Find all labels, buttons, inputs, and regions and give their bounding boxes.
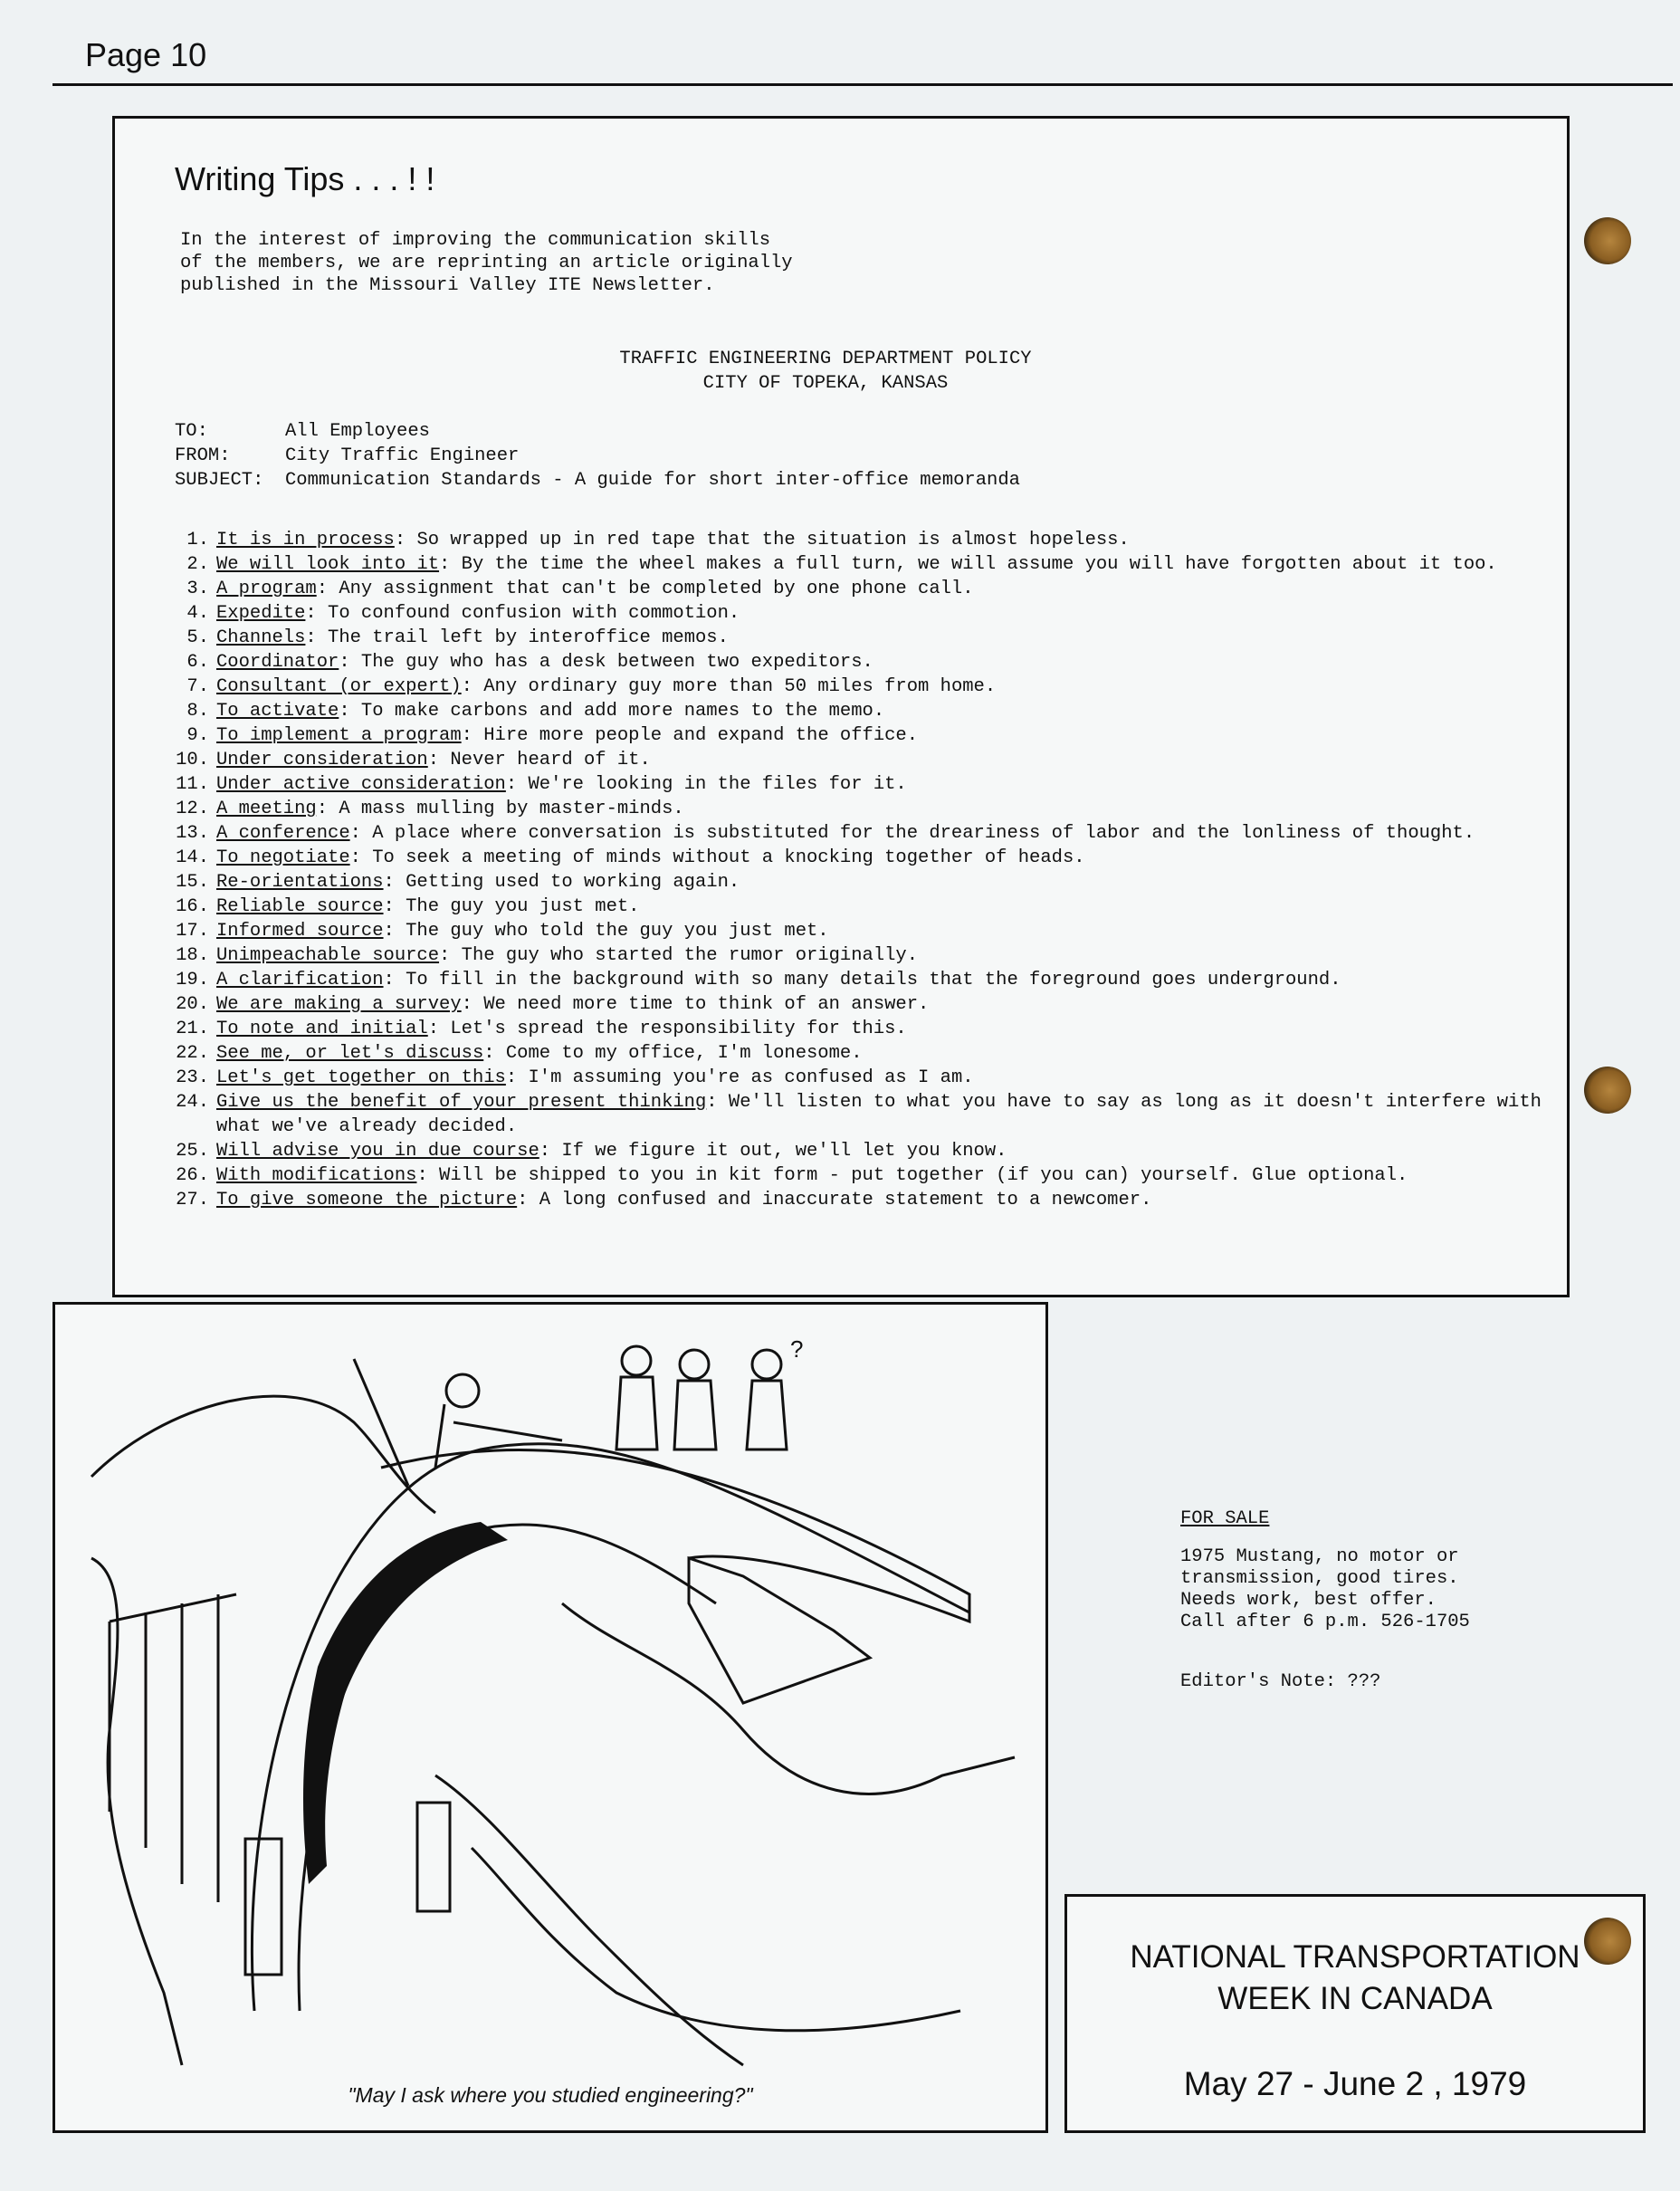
item-definition: : To make carbons and add more names to the memo. xyxy=(339,701,885,722)
arch-shadow xyxy=(303,1522,508,1884)
item-definition: : Let's spread the responsibility for this. xyxy=(427,1019,907,1039)
item-number: 10. xyxy=(176,750,209,770)
item-text xyxy=(216,699,1551,723)
item-term: Give us the benefit of your present thinking xyxy=(216,1092,707,1113)
item-text xyxy=(216,1017,1551,1041)
bridge-arch-outer xyxy=(252,1444,969,2011)
item-term: Channels xyxy=(216,627,306,648)
item-number: 20. xyxy=(176,994,209,1015)
man-3-head xyxy=(752,1350,781,1379)
definition-item xyxy=(175,577,1551,601)
item-text xyxy=(216,1163,1551,1188)
item-term: We are making a survey xyxy=(216,994,462,1015)
item-term: Let's get together on this xyxy=(216,1067,506,1088)
item-number: 6. xyxy=(186,652,209,673)
item-text xyxy=(216,968,1551,992)
cartoon-panel xyxy=(52,1302,1048,2133)
transportation-week-title xyxy=(1067,1937,1643,2020)
item-text xyxy=(216,943,1551,968)
item-term: It is in process xyxy=(216,530,395,550)
item-term: Under consideration xyxy=(216,750,428,770)
intro-paragraph: In the interest of improving the communication skills of the members, we are reprinting an article originally published in the Missouri Valley ITE Newsletter. xyxy=(180,230,793,296)
item-definition: : A place where conversation is substituted for the dreariness of labor and the lonliness of thought. xyxy=(349,823,1475,844)
editors-note: Editor's Note: ??? xyxy=(1180,1671,1381,1692)
definition-item xyxy=(175,797,1551,821)
definition-item xyxy=(175,772,1551,797)
item-term: Will advise you in due course xyxy=(216,1141,539,1162)
item-number: 7. xyxy=(186,676,209,697)
item-number: 16. xyxy=(176,896,209,917)
item-definition: : By the time the wheel makes a full turn, we will assume you will have forgotten about it too. xyxy=(439,554,1497,575)
viaduct xyxy=(110,1594,236,1902)
definition-item xyxy=(175,626,1551,650)
item-term: To activate xyxy=(216,701,339,722)
item-number: 18. xyxy=(176,945,209,966)
item-definition: : To seek a meeting of minds without a knocking together of heads. xyxy=(349,847,1085,868)
right-pillar xyxy=(417,1803,450,1911)
item-term: To give someone the picture xyxy=(216,1190,518,1210)
item-definition: : Getting used to working again. xyxy=(383,872,740,893)
item-text xyxy=(216,870,1551,895)
item-number: 8. xyxy=(186,701,209,722)
item-definition: : We'll listen to what you have to say as long as it doesn't interfere with what we've already decided. xyxy=(216,1092,1542,1137)
transportation-week-box xyxy=(1064,1894,1646,2133)
item-definition: : Any assignment that can't be completed by one phone call. xyxy=(316,579,974,599)
river xyxy=(472,1848,960,2031)
item-number: 2. xyxy=(186,554,209,575)
item-term: Consultant (or expert) xyxy=(216,676,462,697)
definition-item xyxy=(175,992,1551,1017)
binder-hole-top xyxy=(1584,217,1631,264)
item-text xyxy=(216,895,1551,919)
item-number: 22. xyxy=(176,1043,209,1064)
memo-to-value: All Employees xyxy=(285,421,430,442)
definition-item xyxy=(175,1188,1551,1212)
item-definition: : I'm assuming you're as confused as I am. xyxy=(505,1067,974,1088)
definitions-list xyxy=(175,528,1551,1212)
right-terrain xyxy=(562,1603,1015,1794)
item-term: Informed source xyxy=(216,921,384,942)
definition-item xyxy=(175,699,1551,723)
item-text xyxy=(216,626,1551,650)
item-term: To negotiate xyxy=(216,847,350,868)
top-rule xyxy=(52,83,1673,86)
item-number: 26. xyxy=(176,1165,209,1186)
item-term: A meeting xyxy=(216,799,317,819)
item-definition: : The trail left by interoffice memos. xyxy=(305,627,729,648)
definition-item xyxy=(175,943,1551,968)
item-definition: : To confound confusion with commotion. xyxy=(305,603,740,624)
item-text xyxy=(216,992,1551,1017)
mountain-outline xyxy=(91,1396,435,1513)
item-number: 12. xyxy=(176,799,209,819)
item-number: 4. xyxy=(186,603,209,624)
definition-item xyxy=(175,1139,1551,1163)
policy-heading xyxy=(115,347,1536,396)
item-text xyxy=(216,675,1551,699)
surveyor-head xyxy=(446,1374,479,1407)
item-text xyxy=(216,1090,1551,1139)
definition-item xyxy=(175,552,1551,577)
definition-item xyxy=(175,650,1551,675)
man-2-head xyxy=(680,1350,709,1379)
writing-tips-box xyxy=(112,116,1570,1297)
definition-item xyxy=(175,919,1551,943)
item-number: 15. xyxy=(176,872,209,893)
item-term: To note and initial xyxy=(216,1019,428,1039)
item-definition: : A mass mulling by master-minds. xyxy=(316,799,684,819)
item-term: With modifications xyxy=(216,1165,417,1186)
memo-subject-row xyxy=(175,468,1020,493)
item-number: 21. xyxy=(176,1019,209,1039)
item-term: Re-orientations xyxy=(216,872,384,893)
item-term: Coordinator xyxy=(216,652,339,673)
ntw-line-2: WEEK IN CANADA xyxy=(1217,1981,1493,2016)
item-definition: : We need more time to think of an answer. xyxy=(461,994,930,1015)
item-text xyxy=(216,1139,1551,1163)
item-definition: : Any ordinary guy more than 50 miles from home. xyxy=(461,676,997,697)
item-term: Unimpeachable source xyxy=(216,945,440,966)
item-text xyxy=(216,577,1551,601)
item-text xyxy=(216,821,1551,846)
definition-item xyxy=(175,1090,1551,1139)
memo-to-label: TO: xyxy=(175,421,208,442)
for-sale-title: FOR SALE xyxy=(1180,1508,1270,1529)
item-term: A program xyxy=(216,579,317,599)
item-term: A conference xyxy=(216,823,350,844)
item-definition: : A long confused and inaccurate statement to a newcomer. xyxy=(517,1190,1152,1210)
memo-from-value: City Traffic Engineer xyxy=(285,445,520,466)
ntw-line-1: NATIONAL TRANSPORTATION xyxy=(1130,1939,1580,1975)
writing-tips-title: Writing Tips . . . ! ! xyxy=(175,160,435,197)
left-cliff xyxy=(91,1558,182,2065)
item-text xyxy=(216,723,1551,748)
binder-hole-middle xyxy=(1584,1067,1631,1114)
item-text xyxy=(216,772,1551,797)
definition-item xyxy=(175,895,1551,919)
definition-item xyxy=(175,821,1551,846)
item-definition: : So wrapped up in red tape that the situation is almost hopeless. xyxy=(394,530,1130,550)
definition-item xyxy=(175,1041,1551,1066)
item-text xyxy=(216,1041,1551,1066)
item-text xyxy=(216,846,1551,870)
item-text xyxy=(216,1066,1551,1090)
item-definition: : If we figure it out, we'll let you know. xyxy=(539,1141,1007,1162)
item-text xyxy=(216,601,1551,626)
item-text xyxy=(216,797,1551,821)
transportation-week-date: May 27 - June 2 , 1979 xyxy=(1183,2065,1527,2102)
item-term: Under active consideration xyxy=(216,774,506,795)
policy-title: TRAFFIC ENGINEERING DEPARTMENT POLICY xyxy=(619,349,1032,369)
item-number: 17. xyxy=(176,921,209,942)
for-sale-ad xyxy=(1180,1508,1470,1693)
item-number: 24. xyxy=(176,1092,209,1113)
item-number: 25. xyxy=(176,1141,209,1162)
definition-item xyxy=(175,870,1551,895)
bridge-cartoon-illustration xyxy=(55,1305,1045,2074)
memo-from-label: FROM: xyxy=(175,445,231,466)
policy-city: CITY OF TOPEKA, KANSAS xyxy=(702,373,949,394)
memo-subject-label: SUBJECT: xyxy=(175,470,264,491)
item-definition: : The guy you just met. xyxy=(383,896,640,917)
item-term: To implement a program xyxy=(216,725,462,746)
item-number: 14. xyxy=(176,847,209,868)
page-number: Page 10 xyxy=(85,36,207,73)
definition-item xyxy=(175,528,1551,552)
memo-from-row xyxy=(175,444,1020,468)
item-number: 11. xyxy=(176,774,209,795)
binder-hole-bottom xyxy=(1584,1918,1631,1965)
item-definition: : Hire more people and expand the office. xyxy=(461,725,919,746)
memo-subject-value: Communication Standards - A guide for short inter-office memoranda xyxy=(285,470,1020,491)
definition-item xyxy=(175,601,1551,626)
item-definition: : Will be shipped to you in kit form - put together (if you can) yourself. Glue optional. xyxy=(416,1165,1408,1186)
item-number: 23. xyxy=(176,1067,209,1088)
item-text xyxy=(216,748,1551,772)
definition-item xyxy=(175,1066,1551,1090)
definition-item xyxy=(175,968,1551,992)
definition-item xyxy=(175,1017,1551,1041)
item-text xyxy=(216,528,1551,552)
item-definition: : The guy who has a desk between two expeditors. xyxy=(339,652,873,673)
item-definition: : We're looking in the files for it. xyxy=(505,774,907,795)
item-number: 27. xyxy=(176,1190,209,1210)
item-term: We will look into it xyxy=(216,554,440,575)
memo-header xyxy=(175,419,1020,493)
item-term: See me, or let's discuss xyxy=(216,1043,484,1064)
for-sale-body: 1975 Mustang, no motor or transmission, good tires. Needs work, best offer. Call after 6 p.m. 526-1705 xyxy=(1180,1546,1470,1632)
item-number: 19. xyxy=(176,970,209,990)
item-term: A clarification xyxy=(216,970,384,990)
definition-item xyxy=(175,846,1551,870)
item-number: 13. xyxy=(176,823,209,844)
cartoon-caption: "May I ask where you studied engineering?" xyxy=(348,2083,753,2107)
item-text xyxy=(216,552,1551,577)
definition-item xyxy=(175,748,1551,772)
item-number: 3. xyxy=(186,579,209,599)
item-number: 5. xyxy=(186,627,209,648)
item-number: 1. xyxy=(186,530,209,550)
item-term: Reliable source xyxy=(216,896,384,917)
item-definition: : The guy who started the rumor originally. xyxy=(439,945,919,966)
speech-question-mark: ? xyxy=(790,1335,804,1363)
item-definition: : To fill in the background with so many details that the foreground goes underground. xyxy=(383,970,1341,990)
definition-item xyxy=(175,1163,1551,1188)
definition-item xyxy=(175,675,1551,699)
definition-item xyxy=(175,723,1551,748)
man-1-head xyxy=(622,1346,651,1375)
item-term: Expedite xyxy=(216,603,306,624)
item-text xyxy=(216,1188,1551,1212)
item-definition: : Never heard of it. xyxy=(427,750,651,770)
item-definition: : Come to my office, I'm lonesome. xyxy=(483,1043,863,1064)
item-text xyxy=(216,919,1551,943)
item-number: 9. xyxy=(186,725,209,746)
item-definition: : The guy who told the guy you just met. xyxy=(383,921,829,942)
memo-to-row xyxy=(175,419,1020,444)
item-text xyxy=(216,650,1551,675)
